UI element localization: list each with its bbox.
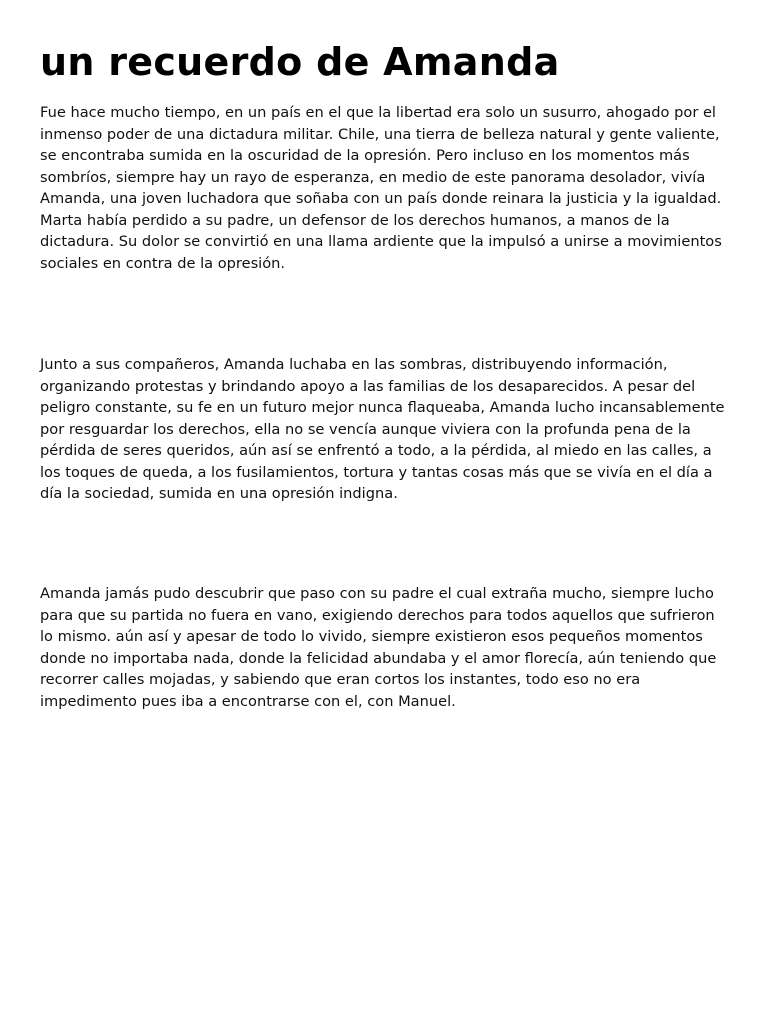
document-page xyxy=(40,38,730,710)
document-title: un recuerdo de Amanda xyxy=(40,40,560,84)
paragraph-3: Amanda jamás pudo descubrir que paso con su padre el cual extraña mucho, siempre lucho para que su partida no fuera en vano, exigiendo derechos para todos aquellos que sufrieron lo mismo. aún así y apesar de todo lo vivido, siempre existieron esos pequeños momentos donde no importaba nada, donde la felicidad abundaba y el amor florecía, aún teniendo que recorrer calles mojadas, y sabiendo que eran cortos los instantes, todo eso no era impedimento pues iba a encontrarse con el, con Manuel. xyxy=(40,585,717,710)
paragraph-1: Fue hace mucho tiempo, en un país en el que la libertad era solo un susurro, ahogado por el inmenso poder de una dictadura militar. Chile, una tierra de belleza natural y gente valiente, se encontraba sumida en la oscuridad de la opresión. Pero incluso en los momentos más sombríos, siempre hay un rayo de esperanza, en medio de este panorama desolador, vivía Amanda, una joven luchadora que soñaba con un país donde reinara la justicia y la igualdad. Marta había perdido a su padre, un defensor de los derechos humanos, a manos de la dictadura. Su dolor se convirtió en una llama ardiente que la impulsó a unirse a movimientos sociales en contra de la opresión. xyxy=(40,104,722,272)
paragraph-2: Junto a sus compañeros, Amanda luchaba en las sombras, distribuyendo información, organizando protestas y brindando apoyo a las familias de los desaparecidos. A pesar del peligro constante, su fe en un futuro mejor nunca flaqueaba, Amanda lucho incansablemente por resguardar los derechos, ella no se vencía aunque viviera con la profunda pena de la pérdida de seres queridos, aún así se enfrentó a todo, a la pérdida, al miedo en las calles, a los toques de queda, a los fusilamientos, tortura y tantas cosas más que se vivía en el día a día la sociedad, sumida en una opresión indigna. xyxy=(40,356,725,502)
